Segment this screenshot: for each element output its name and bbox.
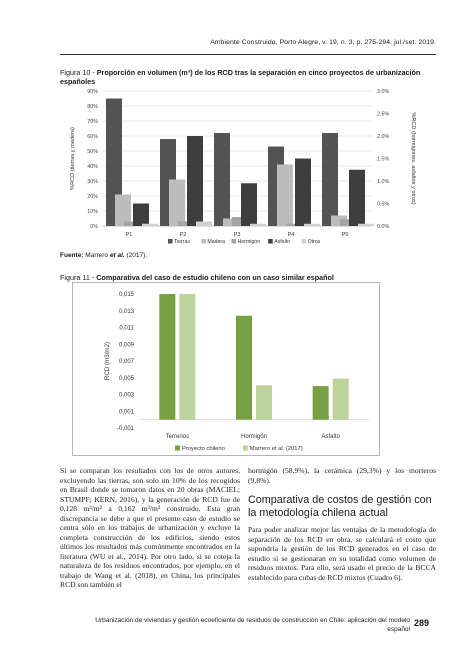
bar-asfalto (133, 204, 149, 227)
legend-label: Tierras (174, 239, 190, 245)
bar-madera (169, 180, 185, 227)
bar-tierras (322, 133, 338, 226)
right-continuation: hormigón (58,9%), la cerámica (29,3%) y los morteros (9,8%). (248, 466, 436, 485)
y-tick: 0,003 (118, 392, 134, 399)
legend-swatch (243, 446, 248, 451)
bar-marrero (179, 294, 195, 420)
y-tick-right: 1.5% (377, 156, 390, 163)
y-tick-left: 40% (87, 164, 98, 170)
y-tick-left: 10% (87, 209, 98, 215)
bar-proyecto-chileno (313, 386, 329, 420)
bar-proyecto-chileno (236, 316, 252, 420)
figure-11-frame (72, 282, 380, 456)
bar-otros (304, 224, 320, 226)
y-tick-left: 70% (87, 119, 98, 125)
y-tick: 0,015 (118, 292, 134, 298)
y-tick-right: 0.0% (377, 224, 390, 230)
section-heading: Comparativa de costos de gestión con la metodología chilena actual (248, 494, 432, 519)
source-author: Marrero (85, 252, 109, 259)
bar-marrero (256, 385, 272, 419)
figure-10-caption (60, 68, 436, 86)
y-tick-right: 3.0% (377, 89, 390, 95)
x-tick-label: Hormigón (240, 434, 268, 440)
y-axis-title-right: %RCD (hormigones, asfaltos y otros) (410, 112, 416, 205)
figure-10-source (60, 252, 147, 259)
y-tick-left: 60% (87, 134, 98, 140)
figure-10-chart (60, 86, 436, 250)
x-tick-label: P5 (341, 232, 349, 238)
y-tick: 0,007 (118, 359, 134, 365)
legend-label: Proyecto chileno (182, 446, 225, 452)
bar-asfalto (349, 170, 365, 226)
legend-swatch (175, 446, 180, 451)
y-tick: 0,005 (118, 375, 134, 382)
y-tick-left: 50% (87, 149, 98, 155)
y-tick-left: 20% (87, 194, 98, 200)
bar-otros (250, 224, 266, 226)
bar-tierras (214, 133, 230, 226)
x-tick-label: P4 (287, 232, 295, 238)
figure-11-caption (60, 273, 436, 282)
bar-otros (196, 222, 212, 227)
legend-label: Madera (207, 239, 225, 245)
bar-asfalto (295, 159, 311, 227)
y-tick: 0,001 (118, 409, 134, 416)
y-tick: 0,011 (119, 325, 134, 332)
legend-label: Marrero et al. (2017) (249, 446, 303, 452)
y-axis-title: RCD (m3/m2) (104, 341, 111, 381)
header-rule (60, 54, 436, 55)
legend-label: Hormigón (237, 239, 261, 245)
legend-label: Otros (307, 239, 321, 245)
left-column (60, 466, 240, 590)
x-tick-label: P1 (125, 232, 133, 238)
x-tick-label: Terrenos (165, 434, 190, 440)
figure-11-label: Figura 11 - (60, 273, 95, 282)
x-tick-label: Asfalto (321, 434, 340, 440)
y-tick-left: 30% (87, 179, 98, 185)
bar-madera (115, 195, 131, 227)
left-paragraph: Si se comparan los resultados con los de otros autores, excluyendo las tierras, son solo un 10% de los recogidos en Brasil donde se tomaron datos en 20 obras (MACIEL; STUMPF; KERN, 2016), y la generación de RCD fue de 0,128 m³/m² a 0,162 m³/m² construido. Esta gran discrepancia se debe a que el presente caso de estudio se centra sólo en los trabajos de urbanización y excluye la completa construcción de los edificios, siendo estos últimos los resultados más comúnmente encontrados en la literatura (WU et al., 2014). Por otro lado, si se coteja la naturaleza de los residuos encontrados, por ejemplo, en el trabajo de Wang et al. (2018), en China, los principales RCD son también el (60, 466, 240, 589)
y-tick: 0,013 (118, 308, 134, 315)
figure-10-title: Proporción en volumen (m³) de los RCD tras la separación en cinco proyectos de urbanización españoles (60, 68, 421, 86)
y-tick: -0,001 (116, 426, 134, 432)
page-number: 289 (414, 618, 430, 628)
bar-otros (142, 224, 158, 226)
footer-title: Urbanización de viviendas y gestión ecoeficiente de residuos de construcción en Chile: aplicación del modelo español (95, 617, 410, 633)
figure-11-chart (73, 283, 379, 455)
y-tick-right: 1.0% (377, 179, 390, 185)
right-paragraph: Para poder analizar mejor las ventajas de la metodología de separación de los RCD en obra, se calculará el costo que supondría la gestión de los RCD generados en el caso de estudio si se gestionaran en su totalidad como volumen de residuos mixtos. Para ello, será usado el precio de la BCCA establecido para cubas de RCD mixtos (Cuadro 6). (248, 525, 436, 582)
bar-asfalto (241, 183, 257, 226)
y-tick-left: 90% (87, 89, 98, 95)
legend-swatch (232, 239, 237, 244)
legend-swatch (168, 239, 173, 244)
y-axis-title-left: %RCD (tierras y madera) (70, 127, 76, 190)
source-etal: et al. (109, 252, 125, 259)
running-head: Ambiente Construido, Porto Alegre, v. 19, n. 3, p. 275-294, jul./set. 2019. (210, 39, 436, 46)
bar-marrero (333, 379, 349, 420)
y-tick-left: 0% (90, 224, 98, 230)
legend-swatch (201, 239, 206, 244)
right-column (248, 466, 436, 582)
source-year: (2017). (126, 252, 148, 259)
y-tick-right: 2.5% (377, 111, 390, 118)
bar-madera (277, 165, 293, 227)
bar-otros (358, 224, 374, 226)
figure-11-title: Comparativa del caso de estudio chileno con un caso similar español (96, 273, 334, 282)
y-tick-left: 80% (87, 104, 98, 110)
source-label: Fuente: (60, 252, 84, 259)
bar-asfalto (187, 136, 203, 226)
y-tick-right: 2.0% (377, 134, 390, 140)
y-tick-right: 0.5% (377, 201, 390, 208)
y-tick: 0,009 (118, 342, 134, 349)
bar-proyecto-chileno (159, 294, 175, 420)
legend-swatch (302, 239, 307, 244)
figure-10-label: Figura 10 - (60, 68, 95, 77)
legend-swatch (268, 239, 273, 244)
x-tick-label: P2 (179, 232, 187, 238)
x-tick-label: P3 (233, 232, 241, 238)
legend-label: Asfalto (274, 239, 291, 245)
